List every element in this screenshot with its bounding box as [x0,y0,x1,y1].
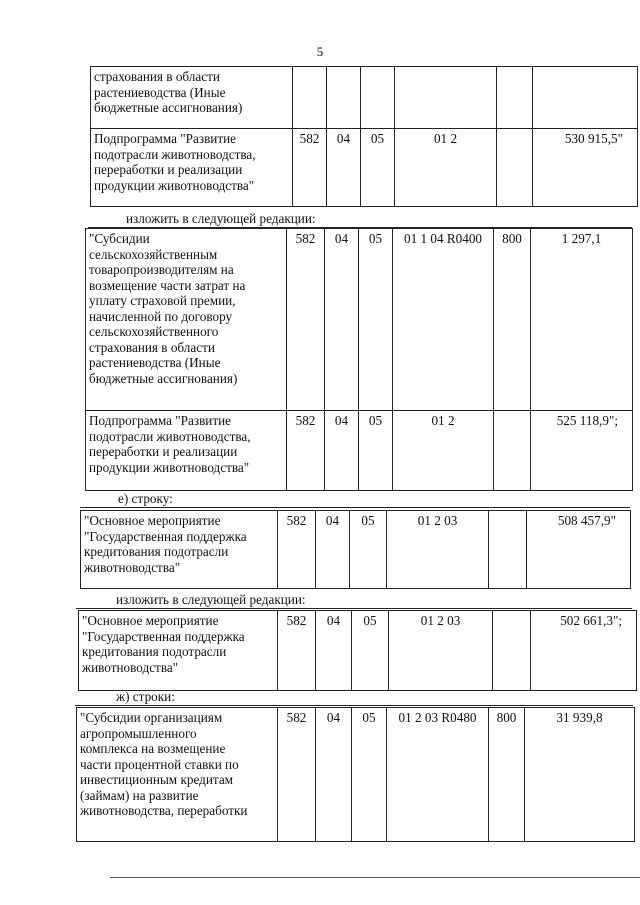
rz-cell: 04 [316,708,352,842]
vr-cell [489,511,527,589]
table-row [86,229,633,411]
caption-item-zh: ж) строки: [116,689,175,704]
vr-cell [493,611,531,691]
caption-edit-2: изложить в следующей редакции: [116,592,306,607]
grbs-cell: 582 [278,708,316,842]
csr-cell: 01 2 03 [389,611,493,691]
pr-cell: 05 [359,411,393,491]
grbs-cell: 582 [287,411,325,491]
page-number: 5 [316,44,324,59]
rz-cell: 04 [316,511,350,589]
vr-cell: 800 [494,229,531,411]
csr-cell: 01 1 04 R0400 [393,229,494,411]
caption-underline [80,507,630,508]
table-row [91,67,638,129]
pr-cell: 05 [361,129,395,207]
row-name: "Основное мероприятие "Государственная поддержка кредитования подотрасли животноводства" [81,511,278,589]
csr-cell: 01 2 [395,129,497,207]
table-row [86,411,633,491]
grbs-cell: 582 [278,511,316,589]
sum-cell: 525 118,9"; [531,411,633,491]
table-row [81,511,631,589]
footer-rule [110,877,640,878]
row-name: Подпрограмма "Развитие подотрасли животноводства, переработки и реализации продукции животноводства" [91,129,293,207]
grbs-cell: 582 [287,229,325,411]
row-name: "Субсидии сельскохозяйственным товаропроизводителям на возмещение части затрат на уплату страховой премии, начисленной по договору сельскохозяйственного страхования в области растениеводства (Иные бюджетные ассигнования) [86,229,287,411]
pr-cell: 05 [352,611,389,691]
caption-underline [75,705,633,706]
vr-cell [497,129,533,207]
budget-table-5 [76,707,635,842]
table-row [91,129,638,207]
grbs-cell: 582 [293,129,327,207]
csr-cell: 01 2 [393,411,494,491]
grbs-cell: 582 [278,611,316,691]
vr-cell [494,411,531,491]
budget-table-4 [78,610,637,691]
row-name: "Основное мероприятие "Государственная поддержка кредитования подотрасли животноводства" [79,611,278,691]
vr-cell: 800 [489,708,525,842]
rz-cell: 04 [325,411,359,491]
pr-cell: 05 [352,708,387,842]
caption-underline [76,608,632,609]
caption-edit-1: изложить в следующей редакции: [126,211,316,226]
sum-cell: 31 939,8 [525,708,635,842]
budget-table-3 [80,510,631,589]
rz-cell: 04 [316,611,352,691]
row-name: страхования в области растениеводства (Иные бюджетные ассигнования) [91,67,293,129]
csr-cell: 01 2 03 [387,511,489,589]
sum-cell: 530 915,5" [533,129,638,207]
caption-item-e: е) строку: [118,491,173,506]
row-name: "Субсидии организациям агропромышленного комплекса на возмещение части процентной ставки по инвестиционным кредитам (займам) на развитие животноводства, переработки [77,708,278,842]
sum-cell: 508 457,9" [527,511,631,589]
table-row [77,708,635,842]
sum-cell: 1 297,1 [531,229,633,411]
pr-cell: 05 [350,511,387,589]
budget-table-1 [90,66,638,207]
table-row [79,611,637,691]
pr-cell: 05 [359,229,393,411]
rz-cell: 04 [325,229,359,411]
row-name: Подпрограмма "Развитие подотрасли животноводства, переработки и реализации продукции животноводства" [86,411,287,491]
csr-cell: 01 2 03 R0480 [387,708,489,842]
sum-cell: 502 661,3"; [531,611,637,691]
rz-cell: 04 [327,129,361,207]
budget-table-2 [85,228,633,491]
